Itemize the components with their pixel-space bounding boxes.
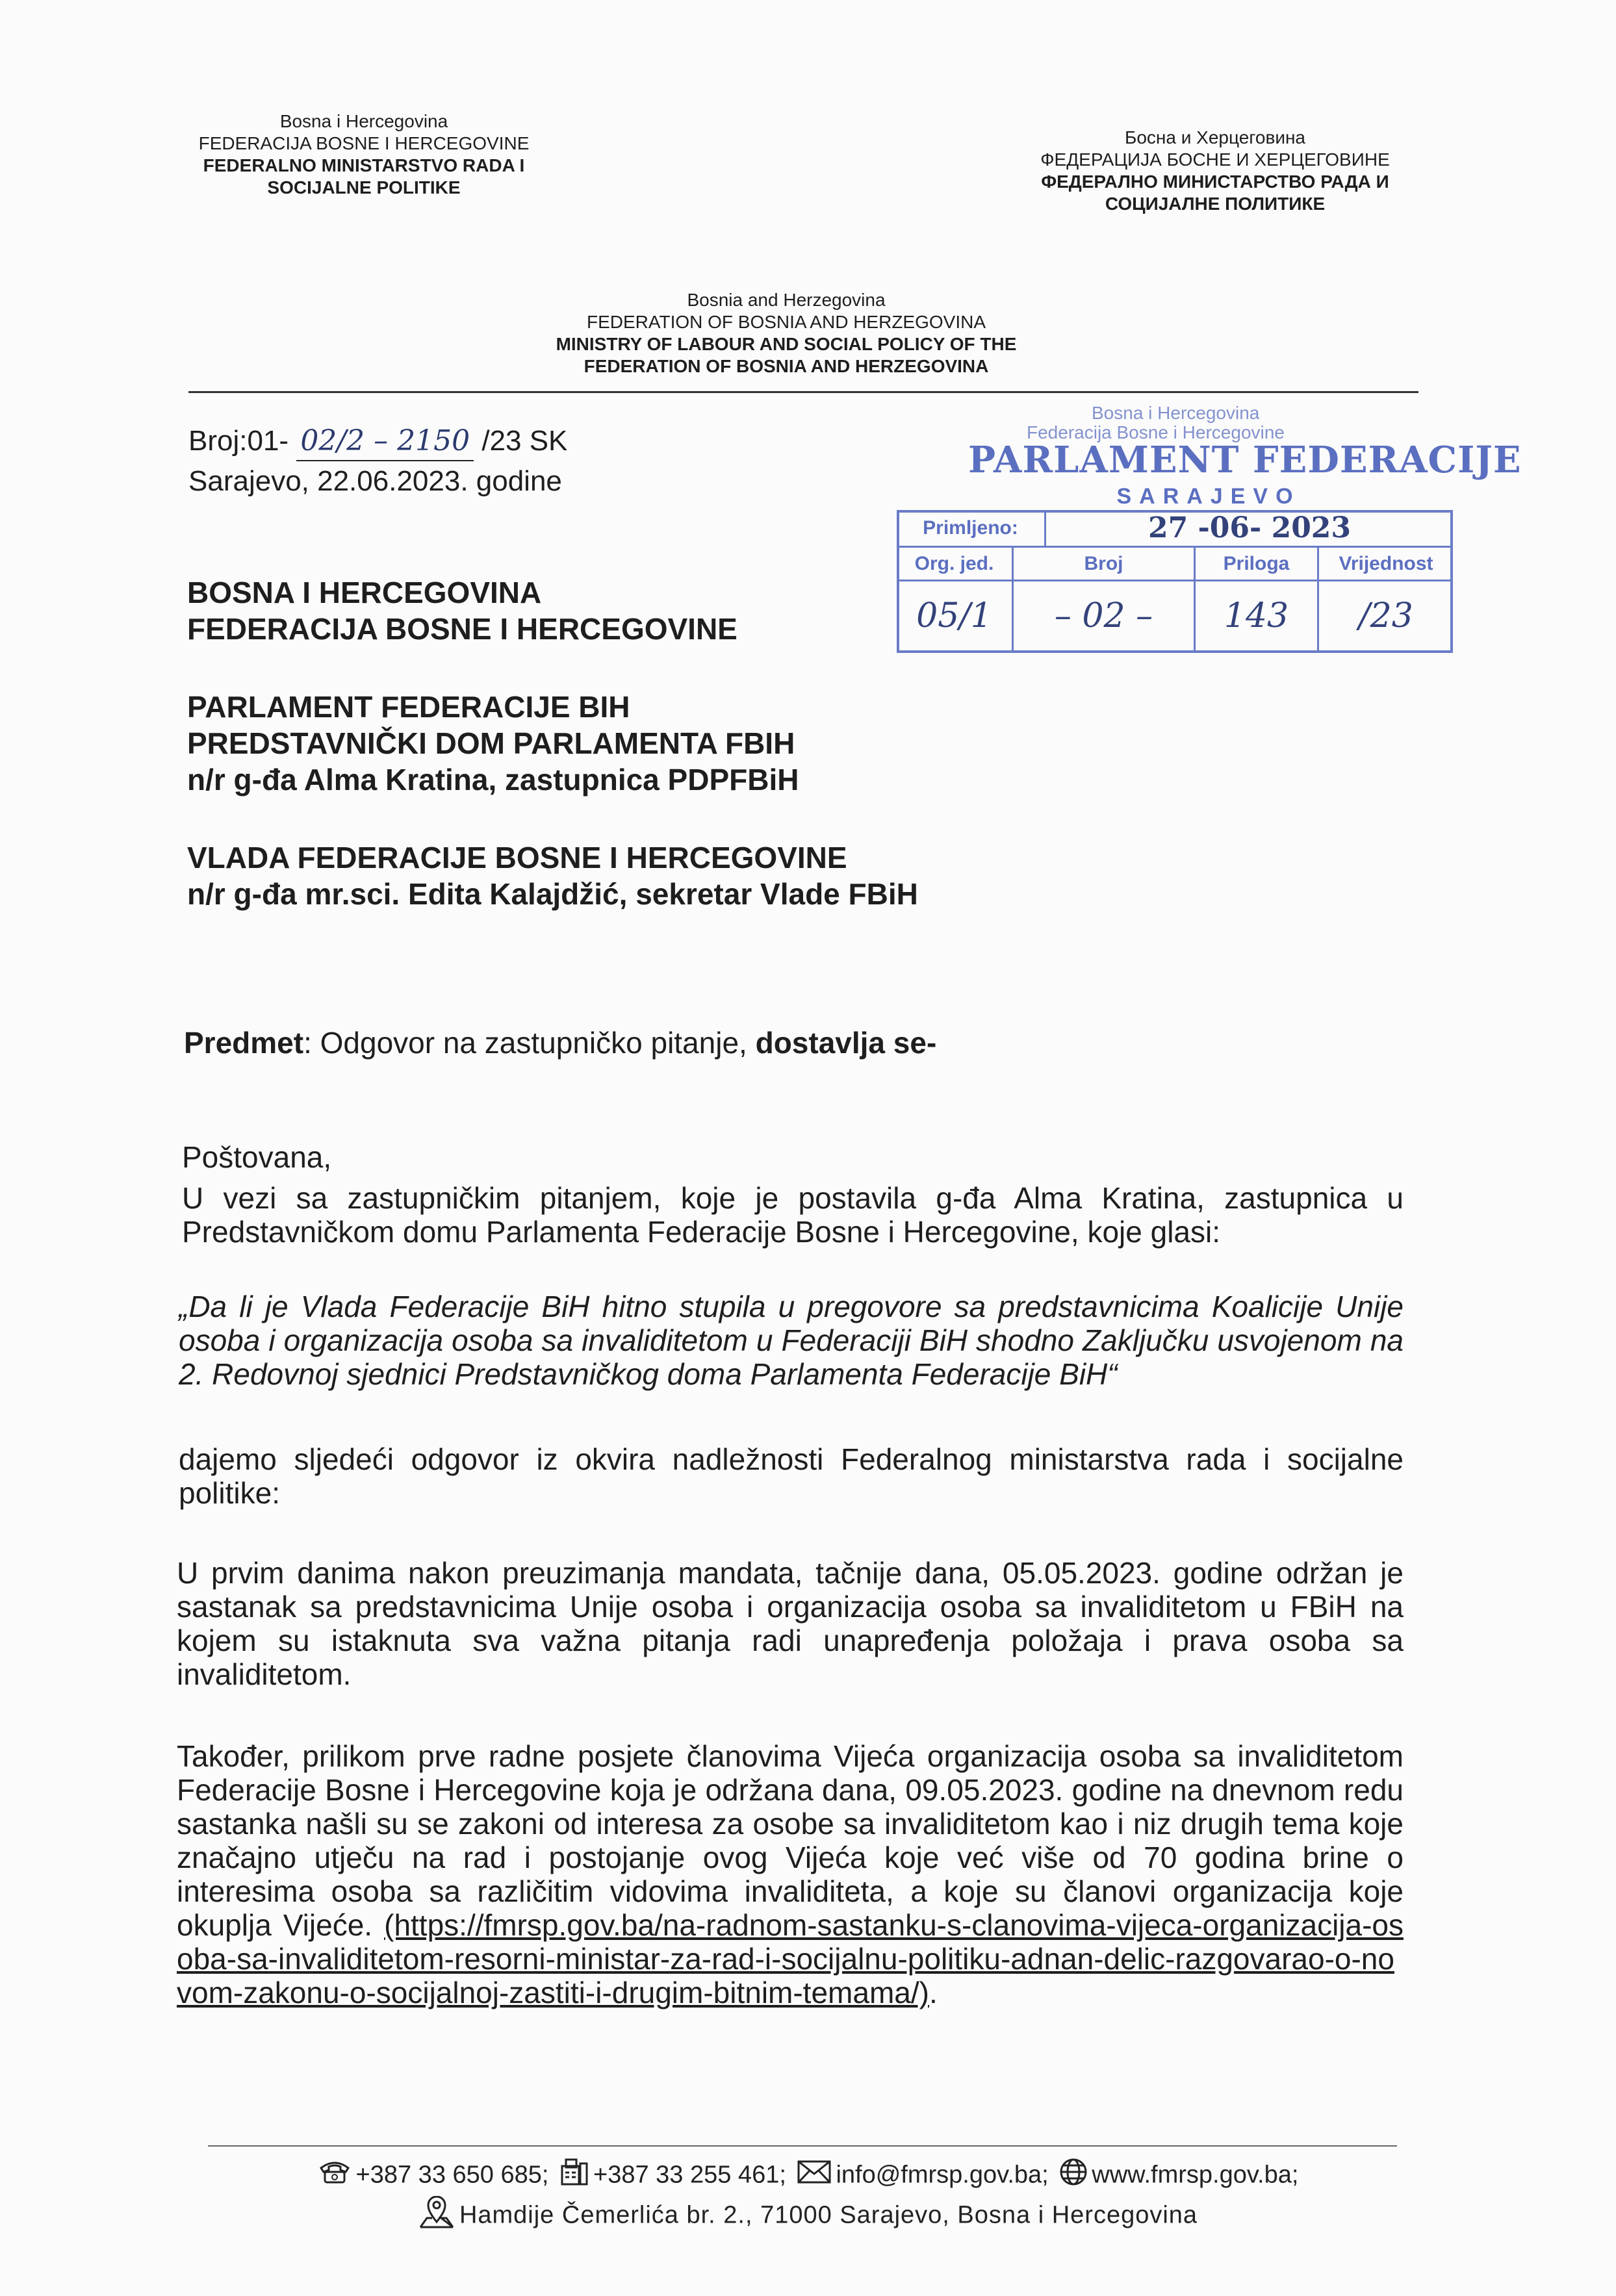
paragraph-2 <box>177 1739 1404 2009</box>
recipient-block <box>187 689 799 798</box>
footer-divider <box>208 2145 1397 2147</box>
broj-prefix: Broj:01- <box>188 425 289 457</box>
stamp-received-date: 27 -06- 2023 <box>1046 510 1453 548</box>
subject-bold: dostavlja se- <box>755 1026 937 1060</box>
stamp-vrijednost-label: Vrijednost <box>1319 548 1453 581</box>
salutation: Poštovana, <box>182 1140 332 1174</box>
footer-address-line <box>195 2196 1417 2237</box>
quoted-question: „Da li je Vlada Federacije BiH hitno stupila u pregovore sa predstavnicima Koalicije Unije osoba i organizacija osoba sa invaliditetom u Federaciji BiH shodno Zaključku usvojenom na 2. Redovnoj sjednici Predstavničkog doma Parlamenta Federacije BiH“ <box>179 1290 1404 1391</box>
received-stamp <box>897 403 1522 682</box>
stamp-org-value: 05/1 <box>897 581 1014 650</box>
subject-line <box>184 1025 936 1060</box>
header-center-line: FEDERATION OF BOSNIA AND HERZEGOVINA <box>584 356 989 376</box>
footer-address: Hamdije Čemerlića br. 2., 71000 Sarajevo, Bosna i Hercegovina <box>459 2201 1198 2229</box>
header-right <box>994 127 1436 215</box>
stamp-line: Federacija Bosne i Hercegovine <box>1027 422 1285 442</box>
header-left-line: FEDERACIJA BOSNE I HERCEGOVINE <box>198 133 530 153</box>
paragraph-2-end: . <box>929 1976 938 2009</box>
subject-label: Predmet <box>184 1026 304 1060</box>
stamp-primljeno-label: Primljeno: <box>897 510 1046 548</box>
footer-phone: +387 33 650 685; <box>355 2161 549 2189</box>
recipient-line: FEDERACIJA BOSNE I HERCEGOVINE <box>187 612 737 646</box>
document-number <box>188 422 567 461</box>
header-left-line: Bosna i Hercegovina <box>279 111 448 131</box>
paragraph-2-text: Također, prilikom prve radne posjete članovima Vijeća organizacija osoba sa invaliditetom Federacije Bosne i Hercegovine koja je održana dana, 09.05.2023. godine na dnevnom redu sastanka našli su se zakoni od interesa za osobe sa invaliditetom kao i niz drugih tema koje značajno utječu na rad i postojanje ovog Vijeća koje već više od 70 godina brine o interesima osoba sa različitim vidovima invaliditeta, a koje su članovi organizacija koje okuplja Vijeće. <box>177 1739 1404 1942</box>
broj-suffix: /23 SK <box>481 425 568 457</box>
stamp-line: Bosna i Hercegovina <box>1092 403 1260 423</box>
header-left-line: SOCIJALNE POLITIKE <box>267 177 461 198</box>
header-center-line: Bosnia and Herzegovina <box>687 290 886 310</box>
stamp-vrijednost-value: /23 <box>1359 596 1413 635</box>
stamp-org-label: Org. jed. <box>897 548 1014 581</box>
recipient-line: VLADA FEDERACIJE BOSNE I HERCEGOVINE <box>187 841 847 874</box>
stamp-broj-label: Broj <box>1014 548 1196 581</box>
header-right-line: СОЦИЈАЛНЕ ПОЛИТИКЕ <box>1105 194 1326 214</box>
location-pin-icon <box>418 2196 455 2237</box>
recipient-block <box>187 574 737 647</box>
intro-paragraph: U vezi sa zastupničkim pitanjem, koje je postavila g-đa Alma Kratina, zastupnica u Predstavničkom domu Parlamenta Federacije Bosne i Hercegovine, koje glasi: <box>182 1181 1404 1249</box>
news-link[interactable]: (https://fmrsp.gov.ba/na-radnom-sastanku-s-clanovima-vijeca-organizacija-osoba-sa-invaliditetom-resorni-ministar-za-rad-i-socijalnu-politiku-adnan-delic-razgovarao-o-novom-zakonu-o-socijalnoj-zastiti-i-drugim-bitnim-temama/) <box>177 1908 1404 2009</box>
header-right-line: Босна и Херцеговина <box>1124 127 1306 147</box>
stamp-city: SARAJEVO <box>1116 484 1301 509</box>
footer-fax: +387 33 255 461; <box>593 2161 786 2189</box>
header-left-line: FEDERALNO MINISTARSTVO RADA I <box>203 155 525 175</box>
recipient-line: PREDSTAVNIČKI DOM PARLAMENTA FBIH <box>187 726 795 760</box>
recipient-line: BOSNA I HERCEGOVINA <box>187 576 542 609</box>
header-divider <box>188 391 1418 393</box>
header-center <box>494 289 1079 377</box>
phone-icon <box>317 2159 352 2193</box>
footer-contacts <box>195 2157 1417 2195</box>
header-center-line: FEDERATION OF BOSNIA AND HERZEGOVINA <box>586 312 986 332</box>
header-left <box>162 110 565 199</box>
recipient-line: n/r g-đa mr.sci. Edita Kalajdžić, sekretar Vlade FBiH <box>187 877 918 911</box>
footer-web[interactable]: www.fmrsp.gov.ba; <box>1092 2161 1299 2189</box>
paragraph-1: U prvim danima nakon preuzimanja mandata, tačnije dana, 05.05.2023. godine održan je sastanak sa predstavnicima Unije osoba i organizacija osoba sa invaliditetom u FBiH na kojem su istaknuta sva važna pitanja radi unapređenja položaja i prava osoba sa invaliditetom. <box>177 1556 1404 1691</box>
recipient-line: n/r g-đa Alma Kratina, zastupnica PDPFBiH <box>187 763 799 797</box>
broj-handwritten: 02/2 – 2150 <box>296 422 474 461</box>
subject-text: : Odgovor na zastupničko pitanje, <box>303 1026 756 1060</box>
footer-email[interactable]: info@fmrsp.gov.ba; <box>836 2161 1049 2189</box>
stamp-priloga-label: Priloga <box>1196 548 1319 581</box>
recipient-line: PARLAMENT FEDERACIJE BIH <box>187 690 630 724</box>
globe-icon <box>1059 2158 1088 2195</box>
stamp-priloga-value: 143 <box>1196 581 1319 650</box>
stamp-broj-value: – 02 – <box>1014 581 1196 650</box>
fax-icon <box>559 2157 589 2195</box>
header-center-line: MINISTRY OF LABOUR AND SOCIAL POLICY OF THE <box>556 334 1017 354</box>
header-right-line: ФЕДЕРАЛНО МИНИСТАРСТВО РАДА И <box>1041 172 1389 192</box>
document-date: Sarajevo, 22.06.2023. godine <box>188 465 562 497</box>
header-right-line: ФЕДЕРАЦИЈА БОСНЕ И ХЕРЦЕГОВИНЕ <box>1040 149 1390 170</box>
stamp-title: PARLAMENT FEDERACIJE <box>968 439 1522 481</box>
recipient-block <box>187 839 918 912</box>
answer-intro: dajemo sljedeći odgovor iz okvira nadležnosti Federalnog ministarstva rada i socijalne politike: <box>179 1442 1404 1510</box>
email-icon <box>797 2160 832 2193</box>
